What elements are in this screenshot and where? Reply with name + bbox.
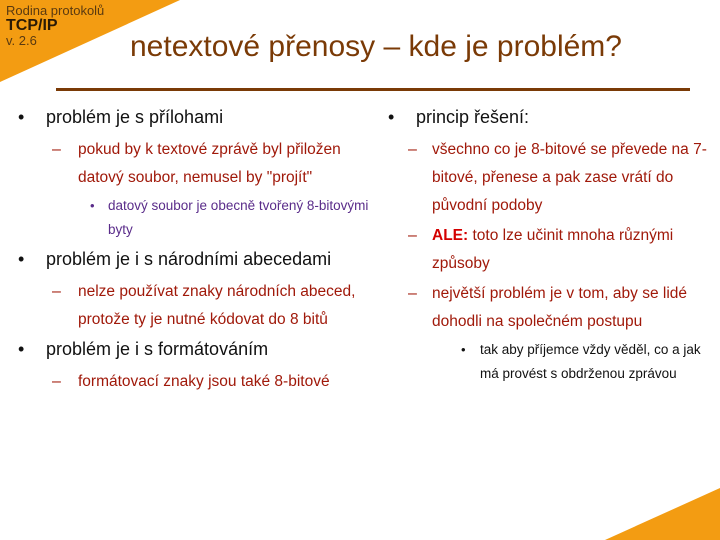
sub-bullet-text: největší problém je v tom, aby se lidé dohodli na společném postupu xyxy=(432,285,688,330)
dot-marker: • xyxy=(90,198,95,213)
series-badge xyxy=(6,4,104,48)
sub-bullet-text: nelze používat znaky národních abeced, protože ty je nutné kódovat do 8 bitů xyxy=(78,283,356,328)
bullet-formatting xyxy=(18,336,373,362)
sub-bullet xyxy=(388,280,718,336)
sub-bullet-text: všechno co je 8-bitové se převede na 7-bitové, přenese a pak zase vrátí do původní podoby xyxy=(432,141,707,214)
dot-marker: • xyxy=(461,342,466,357)
title-underline xyxy=(56,88,690,91)
sub-bullet xyxy=(18,278,373,334)
badge-version: v. 2.6 xyxy=(6,33,37,49)
dash-marker: – xyxy=(52,283,61,300)
bullet-text: princip řešení: xyxy=(416,107,530,127)
emphasis-label: ALE: xyxy=(432,227,469,244)
sub-sub-bullet-text: datový soubor je obecně tvořený 8-bitovými byty xyxy=(108,198,369,237)
dash-marker: – xyxy=(408,227,417,244)
right-column xyxy=(388,104,718,390)
bullet-text: problém je i s formátováním xyxy=(46,339,269,359)
dash-marker: – xyxy=(52,373,61,390)
dash-marker: – xyxy=(408,285,417,302)
badge-topic: TCP/IP xyxy=(6,16,58,34)
bullet-text: problém je i s národními abecedami xyxy=(46,249,332,269)
sub-bullet xyxy=(18,136,373,192)
dash-marker: – xyxy=(408,141,417,158)
sub-sub-bullet-text: tak aby příjemce vždy věděl, co a jak má provést s obdrženou zprávou xyxy=(480,342,701,381)
sub-bullet-text: formátovací znaky jsou také 8-bitové xyxy=(78,373,330,390)
sub-bullet-text: pokud by k textové zprávě byl přiložen datový soubor, nemusel by "projít" xyxy=(78,141,341,186)
badge-series-name: Rodina protokolů xyxy=(6,3,105,18)
sub-sub-bullet xyxy=(388,338,718,386)
sub-bullet xyxy=(388,136,718,220)
dash-marker: – xyxy=(52,141,61,158)
bullet-national-alphabets xyxy=(18,246,373,272)
slide-title: netextové přenosy – kde je problém? xyxy=(130,30,622,63)
sub-bullet xyxy=(388,222,718,278)
bullet-attachments xyxy=(18,104,373,130)
sub-bullet xyxy=(18,368,373,396)
left-column xyxy=(18,104,373,398)
bullet-text: problém je s přílohami xyxy=(46,107,224,127)
bullet-solution-principle xyxy=(388,104,718,130)
corner-decoration-bottom-right xyxy=(605,488,720,540)
sub-sub-bullet xyxy=(18,194,373,242)
sub-bullet-text: toto lze učinit mnoha různými způsoby xyxy=(432,227,674,272)
